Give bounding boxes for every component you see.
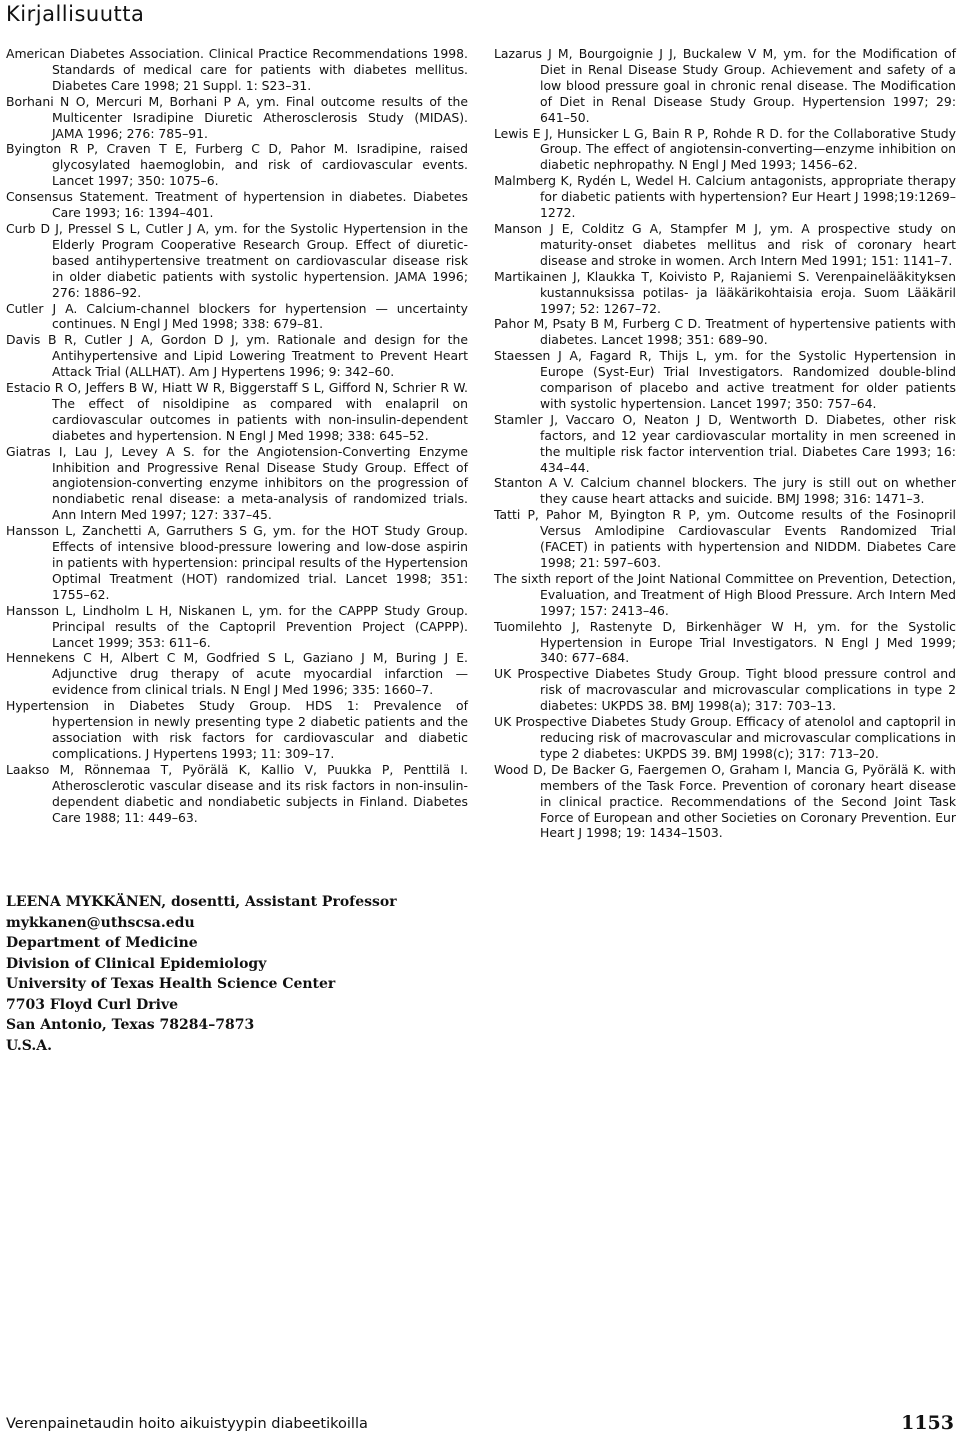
reference-item: Stanton A V. Calcium channel blockers. The jury is still out on whether they cause heart attacks and suicide. BMJ 1998; 316: 1471–3. bbox=[494, 475, 956, 507]
reference-item: Hansson L, Lindholm L H, Niskanen L, ym. for the CAPPP Study Group. Principal results of the Captopril Prevention Project (CAPPP). Lancet 1999; 353: 611–6. bbox=[6, 602, 468, 650]
reference-item: Cutler J A. Calcium-channel blockers for hypertension — uncertainty continues. N Engl J Med 1998; 338: 679–81. bbox=[6, 300, 468, 332]
references-left-column bbox=[6, 46, 468, 825]
reference-item: Tatti P, Pahor M, Byington R P, ym. Outcome results of the Fosinopril Versus Amlodipine Cardiovascular Events Randomized Trial (FACET) in patients with hypertension and NIDDM. Diabetes Care 1998; 21: 597–603. bbox=[494, 507, 956, 570]
author-department: Department of Medicine bbox=[6, 935, 198, 951]
page-title: Kirjallisuutta bbox=[6, 2, 145, 26]
reference-item: Stamler J, Vaccaro O, Neaton J D, Wentworth D. Diabetes, other risk factors, and 12 year cardiovascular mortality in men screened in the multiple risk factor intervention trial. Diabetes Care 1993; 16: 434–44. bbox=[494, 411, 956, 475]
reference-item: Manson J E, Colditz G A, Stampfer M J, ym. A prospective study on maturity-onset diabetes mellitus and risk of coronary heart disease and stroke in women. Arch Intern Med 1991; 151: 1141–7. bbox=[494, 220, 956, 268]
author-institution: University of Texas Health Science Center bbox=[6, 976, 336, 992]
reference-item: The sixth report of the Joint National Committee on Prevention, Detection, Evaluation, and Treatment of High Blood Pressure. Arch Intern Med 1997; 157: 2413–46. bbox=[494, 570, 956, 618]
author-country: U.S.A. bbox=[6, 1037, 53, 1054]
author-street: 7703 Floyd Curl Drive bbox=[6, 996, 178, 1013]
reference-item: Laakso M, Rönnemaa T, Pyörälä K, Kallio V, Puukka P, Penttilä I. Atherosclerotic vascular disease and its risk factors in non-insulin-dependent diabetic and nondiabetic subjects in Finland. Diabetes Care 1988; 11: 449–63. bbox=[6, 761, 468, 825]
reference-item: Davis B R, Cutler J A, Gordon D J, ym. Rationale and design for the Antihypertensive and Lipid Lowering Treatment to Prevent Heart Attack Trial (ALLHAT). Am J Hypertens 1996; 9: 342–60. bbox=[6, 332, 468, 380]
reference-item: Curb D J, Pressel S L, Cutler J A, ym. for the Systolic Hypertension in the Elderly Program Cooperative Research Group. Effect of diuretic-based antihypertensive treatment on cardiovascular disease risk in older diabetic patients with systolic hypertension. JAMA 1996; 276: 1886–92. bbox=[6, 220, 468, 300]
reference-item: Staessen J A, Fagard R, Thijs L, ym. for the Systolic Hypertension in Europe (Syst-Eur) Trial Investigators. Randomized double-blind comparison of placebo and active treatment for older patients with systolic hypertension. Lancet 1997; 350: 757–64. bbox=[494, 348, 956, 411]
reference-item: Hypertension in Diabetes Study Group. HDS 1: Prevalence of hypertension in newly presenting type 2 diabetic patients and the association with risk factors for cardiovascular and diabetic complications. J Hypertens 1993; 11: 309–17. bbox=[6, 698, 468, 761]
reference-item: Hennekens C H, Albert C M, Godfried S L, Gaziano J M, Buring J E. Adjunctive drug therapy of acute myocardial infarction — evidence from clinical trials. N Engl J Med 1996; 335: 1660–7. bbox=[6, 650, 468, 698]
reference-item: Wood D, De Backer G, Faergemen O, Graham I, Mancia G, Pyörälä K. with members of the Task Force. Prevention of coronary heart disease in clinical practice. Recommendations of the Second Joint Task Force of European and other Societies on Coronary Prevention. Eur Heart J 1998; 19: 1434–1503. bbox=[494, 761, 956, 841]
page-number: 1153 bbox=[901, 1412, 954, 1434]
reference-item: Malmberg K, Rydén L, Wedel H. Calcium antagonists, appropriate therapy for diabetic patients with hypertension? Eur Heart J 1998;19:1269–1272. bbox=[494, 173, 956, 221]
reference-item: Hansson L, Zanchetti A, Garruthers S G, ym. for the HOT Study Group. Effects of intensive blood-pressure lowering and low-dose aspirin in patients with hypertension: principal results of the Hypertension Optimal Treatment (HOT) randomized trial. Lancet 1998; 351: 1755–62. bbox=[6, 523, 468, 602]
reference-item: Martikainen J, Klaukka T, Koivisto P, Rajaniemi S. Verenpainelääkityksen kustannuksissa potilas- ja lääkärikohtaisia eroja. Suom Lääkäril 1997; 52: 1267–72. bbox=[494, 268, 956, 316]
reference-item: UK Prospective Diabetes Study Group. Tight blood pressure control and risk of macrovascular and microvascular complications in type 2 diabetes: UKPDS 38. BMJ 1998(a); 317: 703–13. bbox=[494, 666, 956, 714]
author-name: LEENA MYKKÄNEN, dosentti, Assistant Professor bbox=[6, 894, 397, 910]
reference-item: Giatras I, Lau J, Levey A S. for the Angiotension-Converting Enzyme Inhibition and Progressive Renal Disease Study Group. Effect of angiotension-converting enzyme inhibitors on the progression of nondiabetic renal disease: a meta-analysis of randomized trials. Ann Intern Med 1997; 127: 337–45. bbox=[6, 443, 468, 523]
running-title: Verenpainetaudin hoito aikuistyypin diabeetikoilla bbox=[6, 1416, 368, 1432]
author-city: San Antonio, Texas 78284–7873 bbox=[6, 1017, 255, 1033]
reference-item: Pahor M, Psaty B M, Furberg C D. Treatment of hypertensive patients with diabetes. Lancet 1998; 351: 689–90. bbox=[494, 316, 956, 348]
author-division: Division of Clinical Epidemiology bbox=[6, 955, 267, 972]
reference-item: Estacio R O, Jeffers B W, Hiatt W R, Biggerstaff S L, Gifford N, Schrier R W. The effect of nisoldipine as compared with enalapril on cardiovascular outcomes in patients with non-insulin-dependent diabetes and hypertension. N Engl J Med 1998; 338: 645–52. bbox=[6, 380, 468, 443]
reference-item: Consensus Statement. Treatment of hypertension in diabetes. Diabetes Care 1993; 16: 1394–401. bbox=[6, 189, 468, 221]
author-address-block bbox=[6, 892, 397, 1056]
reference-item: American Diabetes Association. Clinical Practice Recommendations 1998. Standards of medical care for patients with diabetes mellitus. Diabetes Care 1998; 21 Suppl. 1: S23–31. bbox=[6, 46, 468, 93]
reference-item: UK Prospective Diabetes Study Group. Efficacy of atenolol and captopril in reducing risk of macrovascular and microvascular complications in type 2 diabetes: UKPDS 39. BMJ 1998(c); 317: 713–20. bbox=[494, 714, 956, 761]
references-right-column bbox=[494, 46, 956, 841]
reference-item: Borhani N O, Mercuri M, Borhani P A, ym. Final outcome results of the Multicenter Isradipine Diuretic Atherosclerosis Study (MIDAS). JAMA 1996; 276: 785–91. bbox=[6, 93, 468, 141]
reference-item: Lazarus J M, Bourgoignie J J, Buckalew V M, ym. for the Modification of Diet in Renal Disease Study Group. Achievement and safety of a low blood pressure goal in chronic renal disease. The Modification of Diet in Renal Disease Study Group. Hypertension 1997; 29: 641–50. bbox=[494, 46, 956, 125]
reference-item: Byington R P, Craven T E, Furberg C D, Pahor M. Isradipine, raised glycosylated haemoglobin, and risk of cardiovascular events. Lancet 1997; 350: 1075–6. bbox=[6, 141, 468, 189]
author-email: mykkanen@uthscsa.edu bbox=[6, 914, 195, 931]
reference-item: Lewis E J, Hunsicker L G, Bain R P, Rohde R D. for the Collaborative Study Group. The effect of angiotensin-converting—enzyme inhibition on diabetic nephropathy. N Engl J Med 1993; 1456–62. bbox=[494, 125, 956, 173]
reference-item: Tuomilehto J, Rastenyte D, Birkenhäger W H, ym. for the Systolic Hypertension in Europe Trial Investigators. N Engl J Med 1999; 340: 677–684. bbox=[494, 618, 956, 666]
